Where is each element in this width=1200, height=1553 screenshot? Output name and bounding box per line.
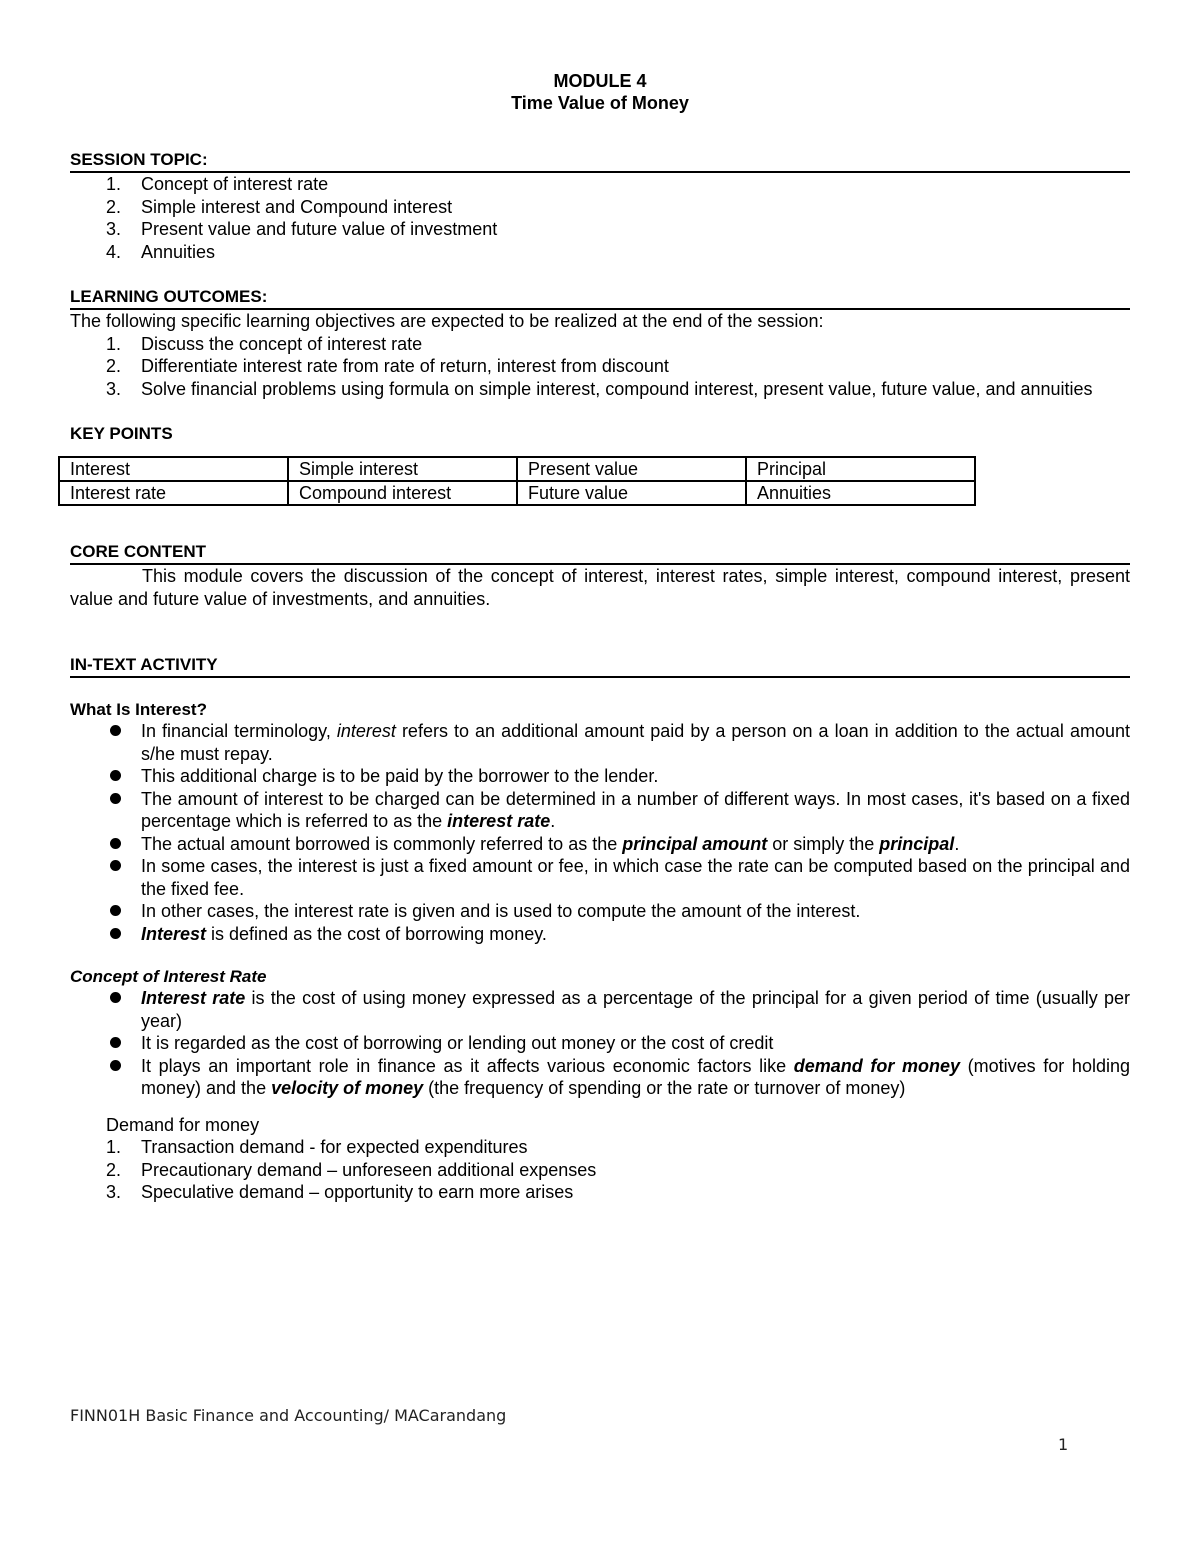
table-row — [59, 481, 975, 505]
list-item: 3. Solve financial problems using formula on simple interest, compound interest, present value, future value, and annuities — [106, 378, 1093, 399]
bullet-icon — [110, 1060, 121, 1071]
learning-outcomes-heading: LEARNING OUTCOMES: — [70, 287, 1130, 310]
what-is-interest-list — [70, 720, 1130, 945]
core-content-paragraph: This module covers the discussion of the concept of interest, interest rates, simple interest, compound interest, present value and future value of investments, and annuities. — [70, 566, 1130, 609]
list-item: 2. Precautionary demand – unforeseen additional expenses — [106, 1159, 597, 1180]
table-cell: Annuities — [746, 481, 975, 505]
list-item: 2. Simple interest and Compound interest — [106, 196, 453, 217]
table-cell: Compound interest — [288, 481, 517, 505]
list-item: Interest is defined as the cost of borrowing money. — [70, 923, 1130, 946]
list-item: In some cases, the interest is just a fixed amount or fee, in which case the rate can be computed based on the principal and the fixed fee. — [70, 855, 1130, 900]
key-points-heading: KEY POINTS — [70, 424, 173, 443]
demand-list — [70, 1136, 1130, 1204]
learning-outcomes-list — [70, 333, 1130, 401]
list-item: 1. Concept of interest rate — [106, 174, 329, 194]
bullet-icon — [110, 860, 121, 871]
bullet-icon — [110, 725, 121, 736]
list-item: The actual amount borrowed is commonly referred to as the principal amount or simply the principal. — [70, 833, 1130, 856]
bullet-icon — [110, 770, 121, 781]
demand-for-money-heading: Demand for money — [106, 1114, 260, 1135]
list-item: 2. Differentiate interest rate from rate of return, interest from discount — [106, 356, 669, 376]
key-points-table — [58, 456, 976, 506]
table-cell: Future value — [517, 481, 746, 505]
bullet-icon — [110, 928, 121, 939]
list-item: 1. Discuss the concept of interest rate — [106, 333, 423, 354]
table-cell: Present value — [517, 457, 746, 481]
list-item: Interest rate is the cost of using money expressed as a percentage of the principal for a given period of time (usually per year) — [70, 987, 1130, 1032]
bullet-icon — [110, 992, 121, 1003]
list-item: It is regarded as the cost of borrowing or lending out money or the cost of credit — [70, 1032, 1130, 1055]
session-topic-list — [70, 173, 1130, 263]
concept-of-interest-rate-heading: Concept of Interest Rate — [70, 967, 267, 986]
list-item: This additional charge is to be paid by the borrower to the lender. — [70, 765, 1130, 788]
concept-list — [70, 987, 1130, 1100]
list-item: 3. Present value and future value of investment — [106, 219, 498, 239]
list-item: 3. Speculative demand – opportunity to earn more arises — [106, 1182, 574, 1202]
bullet-icon — [110, 793, 121, 804]
document-page — [70, 70, 1130, 1204]
learning-outcomes-intro: The following specific learning objectives are expected to be realized at the end of the session: — [70, 311, 824, 331]
session-topic-heading: SESSION TOPIC: — [70, 150, 1130, 173]
page-footer: FINN01H Basic Finance and Accounting/ MACarandang — [70, 1406, 507, 1425]
table-cell: Interest rate — [59, 481, 288, 505]
table-row — [59, 457, 975, 481]
module-title: MODULE 4 — [553, 71, 647, 91]
what-is-interest-heading: What Is Interest? — [70, 700, 207, 719]
bullet-icon — [110, 838, 121, 849]
list-item: It plays an important role in finance as it affects various economic factors like demand for money (motives for holding money) and the velocity of money (the frequency of spending or the rate or turnover of money) — [70, 1055, 1130, 1100]
table-cell: Interest — [59, 457, 288, 481]
bullet-icon — [110, 1037, 121, 1048]
list-item: The amount of interest to be charged can be determined in a number of different ways. In most cases, it's based on a fixed percentage which is referred to as the interest rate. — [70, 788, 1130, 833]
list-item: 1. Transaction demand - for expected expenditures — [106, 1137, 528, 1157]
table-cell: Principal — [746, 457, 975, 481]
page-number: 1 — [1058, 1435, 1069, 1454]
table-cell: Simple interest — [288, 457, 517, 481]
list-item: 4. Annuities — [106, 241, 216, 262]
module-subtitle: Time Value of Money — [511, 93, 689, 113]
core-content-heading: CORE CONTENT — [70, 542, 1130, 565]
in-text-activity-heading: IN-TEXT ACTIVITY — [70, 655, 1130, 678]
list-item: In financial terminology, interest refers to an additional amount paid by a person on a loan in addition to the actual amount s/he must repay. — [70, 720, 1130, 765]
list-item: In other cases, the interest rate is given and is used to compute the amount of the interest. — [70, 900, 1130, 923]
bullet-icon — [110, 905, 121, 916]
